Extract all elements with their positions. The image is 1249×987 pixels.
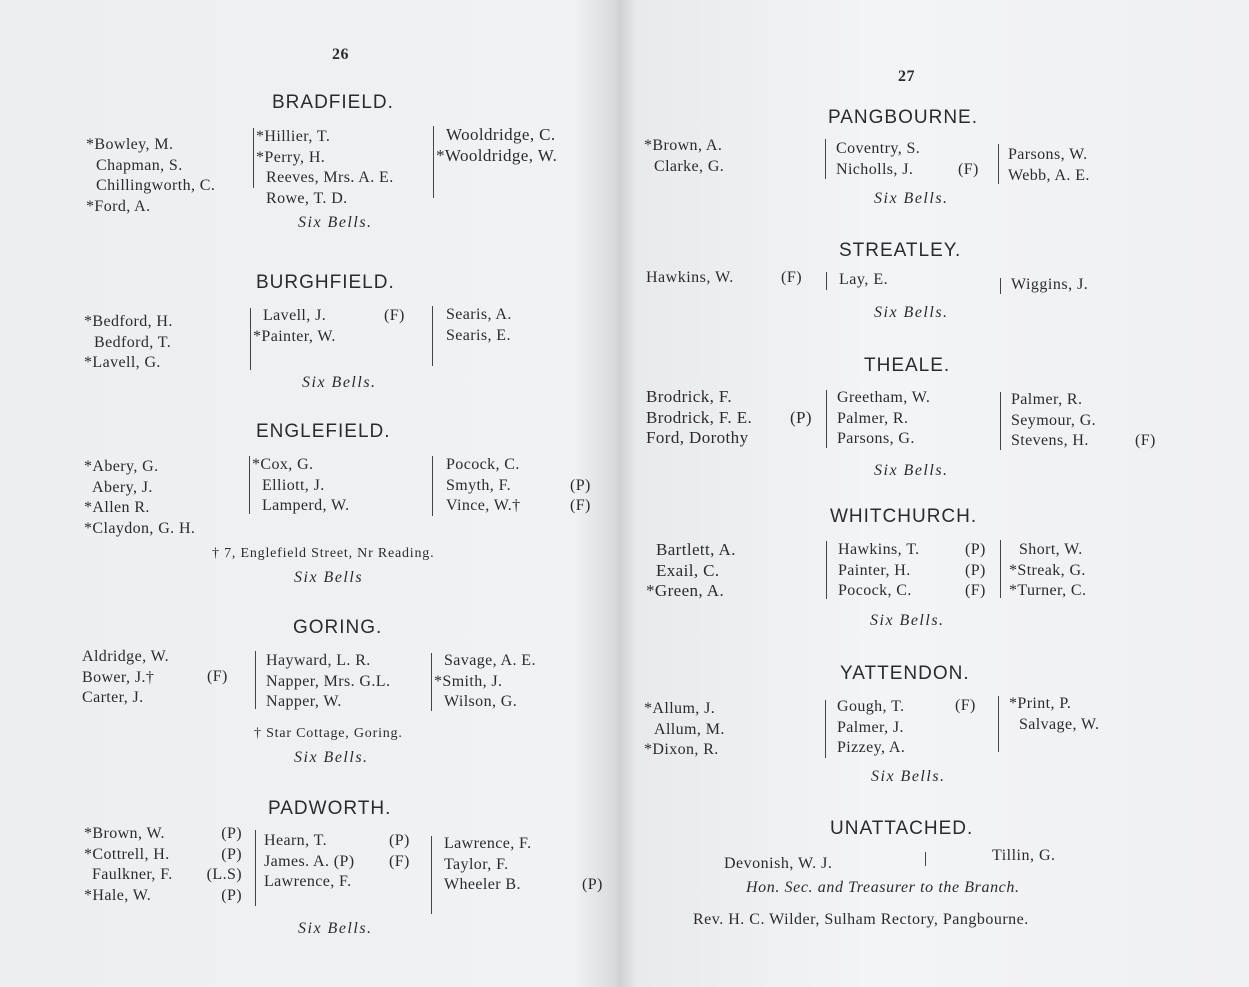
goring-col3 <box>434 651 536 713</box>
member-name: Lawrence, F. <box>444 835 532 852</box>
theale-tags <box>790 387 812 449</box>
ringer-tag: (P) <box>221 825 242 842</box>
ringer-tag: (L.S) <box>206 866 242 883</box>
member-name: Lavell, J. <box>263 307 327 324</box>
page-number: 27 <box>898 68 915 85</box>
padworth-col1-tags <box>196 824 242 906</box>
member-name: Carter, J. <box>82 689 144 706</box>
ringer-tag: (P) <box>790 407 812 427</box>
secretary-label: Hon. Sec. and Treasurer to the Branch. <box>746 879 1020 896</box>
whitchurch-col1 <box>646 540 736 602</box>
member-name: *Dixon, R. <box>644 741 719 758</box>
member-name: Parsons, G. <box>837 430 915 447</box>
member-name: *Bowley, M. <box>86 136 174 153</box>
member-name: Wiggins, J. <box>1011 276 1089 293</box>
ringer-tag <box>582 834 603 855</box>
section-title-padworth: PADWORTH. <box>268 798 392 819</box>
member-name: *Hale, W. <box>84 886 152 904</box>
member-name: Hayward, L. R. <box>266 652 371 669</box>
section-title-unattached: UNATTACHED. <box>830 818 974 839</box>
member-name: Smyth, F. <box>446 476 512 494</box>
member-name: Ford, Dorothy <box>646 428 749 447</box>
member-name: *Hillier, T. <box>256 128 331 145</box>
left-page <box>0 0 612 987</box>
column-divider <box>998 144 999 184</box>
member-name: Elliott, J. <box>262 476 325 494</box>
column-divider <box>826 390 827 448</box>
section-footer: Six Bells. <box>874 190 949 207</box>
pangbourne-tags <box>958 139 979 180</box>
member-name: Wilson, G. <box>444 693 518 710</box>
column-divider <box>250 308 251 370</box>
member-name: *Bedford, H. <box>84 313 173 330</box>
member-name: *Cottrell, H. <box>84 845 170 863</box>
yattendon-col3 <box>1009 694 1099 735</box>
ringer-tag: (P) <box>221 845 242 863</box>
member-name: Coventry, S. <box>836 140 921 157</box>
ringer-tag: (P) <box>582 876 603 893</box>
section-footer: Six Bells. <box>298 920 373 937</box>
member-name: *Streak, G. <box>1009 561 1086 579</box>
column-divider <box>433 126 434 198</box>
burghfield-col2 <box>253 306 336 347</box>
member-name: Lay, E. <box>839 271 889 288</box>
member-name: Wooldridge, C. <box>446 125 556 144</box>
member-name: Lawrence, F. <box>264 873 352 890</box>
pangbourne-col2 <box>836 139 920 180</box>
column-divider <box>431 653 432 711</box>
member-name: *Brown, W. <box>84 825 165 842</box>
section-title-yattendon: YATTENDON. <box>840 663 970 684</box>
member-name: Greetham, W. <box>837 389 931 406</box>
section-title-pangbourne: PANGBOURNE. <box>828 107 979 128</box>
member-name: Pocock, C. <box>446 456 520 473</box>
footnote: † Star Cottage, Goring. <box>254 726 403 741</box>
section-title-whitchurch: WHITCHURCH. <box>830 506 978 527</box>
ringer-tag <box>1135 390 1156 411</box>
right-page <box>618 0 1249 987</box>
column-divider <box>1000 392 1001 450</box>
burghfield-col3 <box>446 305 512 346</box>
whitchurch-tags <box>965 540 986 602</box>
ringer-tag <box>389 872 410 893</box>
member-name: Bower, J.† <box>82 668 155 686</box>
padworth-col1 <box>84 824 173 906</box>
member-name: Napper, W. <box>266 693 342 710</box>
pangbourne-col1 <box>644 136 724 177</box>
section-footer: Six Bells. <box>870 612 945 629</box>
member-name: Vince, W.† <box>446 497 521 514</box>
ringer-tag: (P) <box>965 541 986 558</box>
member-name: Hawkins, T. <box>838 541 920 558</box>
page-number: 26 <box>332 46 349 63</box>
ringer-tag: (F) <box>384 307 405 324</box>
column-divider <box>255 651 256 709</box>
padworth-col3-tags <box>582 834 603 896</box>
ringer-tag <box>1135 411 1156 432</box>
member-name: *Ford, A. <box>86 197 151 215</box>
member-name: Devonish, W. J. <box>724 855 833 872</box>
pangbourne-col3 <box>1008 145 1090 186</box>
theale-col3 <box>1011 390 1096 452</box>
column-divider <box>1000 540 1001 598</box>
section-footer: Six Bells. <box>294 749 369 766</box>
theale-col3-tags <box>1135 390 1156 452</box>
ringer-tag: (F) <box>781 269 803 286</box>
ringer-tag <box>582 855 603 876</box>
member-name: Allum, M. <box>654 720 725 738</box>
ringer-tag: (F) <box>958 160 979 178</box>
ringer-tag <box>790 428 812 449</box>
englefield-col3 <box>446 455 521 517</box>
member-name: Stevens, H. <box>1011 432 1089 449</box>
section-title-theale: THEALE. <box>864 355 951 376</box>
member-name: Exail, C. <box>656 560 720 580</box>
member-name: Parsons, W. <box>1008 146 1088 163</box>
member-name: Short, W. <box>1019 541 1083 558</box>
member-name: James. A. (P) <box>264 852 355 870</box>
yattendon-col1 <box>644 699 725 761</box>
ringer-tag: (F) <box>207 668 228 685</box>
bradfield-col2 <box>256 127 394 209</box>
whitchurch-col2 <box>838 540 920 602</box>
member-name: *Green, A. <box>646 581 725 600</box>
member-name: Palmer, J. <box>837 718 904 736</box>
member-name: Palmer, R. <box>1011 391 1083 408</box>
member-name: *Perry, H. <box>256 148 326 166</box>
member-name: *Lavell, G. <box>84 354 161 371</box>
member-name: Nicholls, J. <box>836 160 914 178</box>
member-name: *Brown, A. <box>644 137 723 154</box>
member-name: Seymour, G. <box>1011 411 1097 429</box>
member-name: *Abery, G. <box>84 458 159 475</box>
member-name: Aldridge, W. <box>82 648 170 665</box>
member-name: *Allen R. <box>84 499 150 516</box>
column-divider <box>432 306 433 366</box>
member-name: Bartlett, A. <box>656 540 736 559</box>
member-name: Bedford, T. <box>94 333 172 351</box>
member-name: Painter, H. <box>838 561 911 579</box>
ringer-tag <box>958 139 979 160</box>
member-name: *Print, P. <box>1009 695 1072 712</box>
member-name: Tillin, G. <box>992 847 1056 864</box>
member-name: Pocock, C. <box>838 582 912 599</box>
member-name: *Turner, C. <box>1009 582 1087 599</box>
member-name: Pizzey, A. <box>837 739 906 756</box>
member-name: Lamperd, W. <box>262 497 350 514</box>
member-name: Chillingworth, C. <box>96 177 216 194</box>
column-divider <box>249 456 250 514</box>
column-divider <box>925 852 926 866</box>
ringer-tag: (F) <box>955 697 976 714</box>
ringer-tag: (F) <box>389 852 410 870</box>
section-title-burghfield: BURGHFIELD. <box>256 272 395 293</box>
padworth-col3 <box>444 834 531 896</box>
column-divider <box>825 139 826 179</box>
member-name: *Allum, J. <box>644 700 716 717</box>
secretary-address: Rev. H. C. Wilder, Sulham Rectory, Pangbourne. <box>693 911 1029 928</box>
ringer-tag: (P) <box>221 886 242 904</box>
member-name: Savage, A. E. <box>444 652 536 669</box>
member-name: Clarke, G. <box>654 157 725 175</box>
section-title-goring: GORING. <box>293 617 383 638</box>
member-name: Salvage, W. <box>1019 715 1100 733</box>
section-footer: Six Bells. <box>298 214 373 231</box>
section-title-bradfield: BRADFIELD. <box>272 92 394 113</box>
member-name: Wheeler B. <box>444 876 521 893</box>
column-divider <box>998 696 999 752</box>
yattendon-col2 <box>837 697 905 759</box>
ringer-tag: (P) <box>570 476 591 494</box>
member-name: Brodrick, F. <box>646 387 733 406</box>
padworth-col2 <box>264 831 355 893</box>
column-divider <box>431 836 432 914</box>
member-name: Abery, J. <box>92 478 153 496</box>
column-divider <box>253 128 254 188</box>
member-name: *Claydon, G. H. <box>84 519 196 537</box>
englefield-tags <box>570 455 591 517</box>
section-footer: Six Bells. <box>871 768 946 785</box>
goring-col2 <box>266 651 390 713</box>
theale-col1 <box>646 387 752 449</box>
member-name: Faulkner, F. <box>92 866 173 883</box>
ringer-tag: (F) <box>1135 432 1156 449</box>
member-name: Gough, T. <box>837 698 905 715</box>
member-name: Brodrick, F. E. <box>646 407 753 427</box>
member-name: Hawkins, W. <box>646 269 734 286</box>
englefield-col1 <box>84 457 195 539</box>
section-footer: Six Bells. <box>874 304 949 321</box>
ringer-tag: (P) <box>389 832 410 849</box>
member-name: Hearn, T. <box>264 832 327 849</box>
section-title-englefield: ENGLEFIELD. <box>256 421 391 442</box>
member-name: Chapman, S. <box>96 156 183 174</box>
member-name: *Smith, J. <box>434 672 503 690</box>
member-name: Taylor, F. <box>444 855 509 873</box>
goring-col1 <box>82 647 169 709</box>
section-footer: Six Bells <box>294 569 364 586</box>
member-name: Reeves, Mrs. A. E. <box>266 169 394 186</box>
column-divider <box>255 830 256 906</box>
member-name: Rowe, T. D. <box>266 189 348 207</box>
bradfield-col1 <box>86 135 215 217</box>
member-name: Webb, A. E. <box>1008 166 1090 184</box>
column-divider <box>432 456 433 516</box>
englefield-col2 <box>252 455 350 517</box>
column-divider <box>1000 278 1001 294</box>
whitchurch-col3 <box>1009 540 1086 602</box>
ringer-tag <box>570 455 591 476</box>
section-footer: Six Bells. <box>874 462 949 479</box>
member-name: Searis, A. <box>446 306 512 323</box>
footnote: † 7, Englefield Street, Nr Reading. <box>212 546 435 561</box>
burghfield-col1 <box>84 312 173 374</box>
section-footer: Six Bells. <box>302 374 377 391</box>
bradfield-col3 <box>436 125 557 166</box>
member-name: Palmer, R. <box>837 409 909 427</box>
column-divider <box>826 541 827 599</box>
theale-col2 <box>837 388 930 450</box>
ringer-tag: (P) <box>965 561 986 579</box>
member-name: *Painter, W. <box>253 327 336 345</box>
ringer-tag: (F) <box>965 582 986 599</box>
member-name: Searis, E. <box>446 326 511 344</box>
column-divider <box>825 700 826 758</box>
member-name: *Wooldridge, W. <box>436 145 558 165</box>
ringer-tag: (F) <box>570 497 591 514</box>
section-title-streatley: STREATLEY. <box>839 240 962 261</box>
column-divider <box>826 272 827 290</box>
member-name: Napper, Mrs. G.L. <box>266 672 391 690</box>
member-name: *Cox, G. <box>252 456 314 473</box>
ringer-tag <box>790 387 812 408</box>
padworth-col2-tags <box>389 831 410 893</box>
